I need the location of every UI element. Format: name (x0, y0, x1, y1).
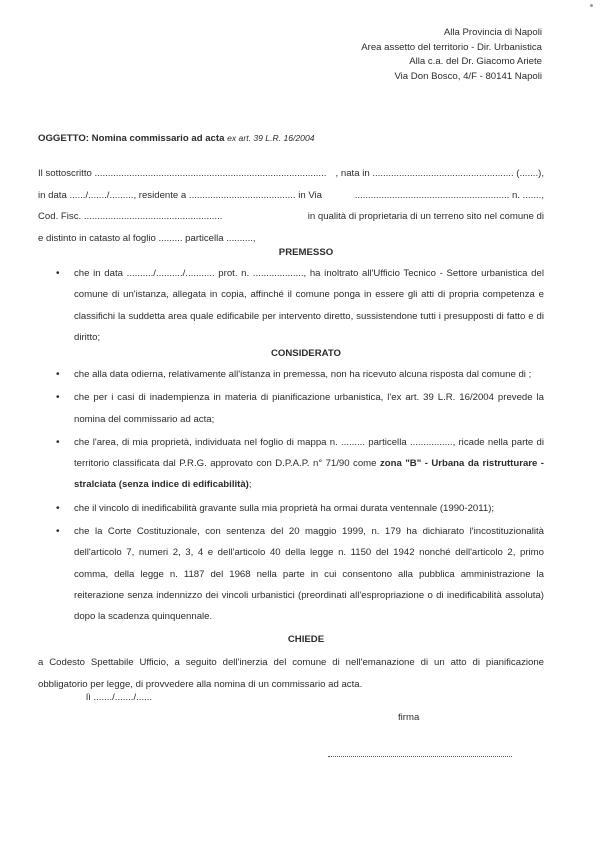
intro-line-2 (38, 185, 544, 207)
intro-line-1 (38, 163, 544, 185)
chiede-heading: CHIEDE (287, 634, 325, 645)
subject-label: OGGETTO: Nomina commissario ad acta (38, 133, 225, 144)
signature-line (328, 756, 512, 757)
item-3-text: che l'area, di mia proprietà, individuata nel foglio di mappa n. ......... particella ................, ricade nella parte di territorio classificata dal P.R.G. approvato con D.P.A.P. n° 71/90 come (74, 436, 544, 470)
item-3-end: ; (248, 479, 252, 491)
item-3-zoning: zona "B" - Urbana da ristrutturare - stralciata (senza indice di edificabilità) (74, 458, 544, 491)
premesso-list (56, 263, 544, 348)
considerato-heading: CONSIDERATO (270, 348, 341, 359)
intro-line-3b: in qualità di proprietaria di un terreno sito nel comune di (307, 211, 544, 223)
address-line-3: Alla c.a. del Dr. Giacomo Ariete (409, 56, 542, 67)
intro-line-3a: Cod. Fisc. .................................................... (38, 211, 223, 223)
premesso-heading: PREMESSO (278, 247, 334, 258)
intro-line-1b: , nata in ..................................................... (.......), (335, 168, 544, 179)
chiede-paragraph: a Codesto Spettabile Ufficio, a seguito dell'inerzia del comune di nell'emanazione di un atto di pianificazione obbligatorio per legge, di provvedere alla nomina di un commissario ad acta. (38, 657, 544, 690)
address-line-2: Area assetto del territorio - Dir. Urbanistica (361, 41, 542, 53)
considerato-list (56, 364, 544, 628)
intro-line-2a: in data ....../......./........., residente a ........................................ in Via (38, 189, 323, 201)
date-line: lì ......./......./...... (86, 692, 153, 703)
intro-line-2b: .......................................................... n. ......., (354, 189, 544, 201)
subject-reference: ex art. 39 L.R. 16/2004 (227, 133, 315, 143)
considerato-item-4: • che il vincolo di inedificabilità gravante sulla mia proprietà ha ormai durata ventennale (1990-2011); (56, 498, 544, 519)
recipient-address (361, 26, 542, 84)
intro-line-3 (38, 206, 544, 228)
premesso-item: • che in data ........../........../........... prot. n. ..................., ha inoltrato all'Ufficio Tecnico - Settore urbanistica del comune di un'istanza, allegata in copia, affinché il comune ponga in essere gli atti di propria competenza e classifichi la suddetta area quale edificabile per intervento diretto, sussistendone tutti i presupposti di fatto e di diritto; (56, 263, 544, 348)
intro-block (38, 163, 544, 249)
signature-label: firma (398, 712, 420, 723)
intro-line-1a: Il sottoscritto ....................................................................................... (38, 168, 327, 179)
considerato-item-2: • che per i casi di inadempienza in materia di pianificazione urbanistica, l'ex art. 39 L.R. 16/2004 prevede la nomina del commissario ad acta; (56, 387, 544, 430)
considerato-item-3 (56, 432, 544, 496)
considerato-item-1: • che alla data odierna, relativamente all'istanza in premessa, non ha ricevuto alcuna risposta dal comune di ; (56, 364, 544, 385)
considerato-item-5: • che la Corte Costituzionale, con sentenza del 20 maggio 1999, n. 179 ha dichiarato l'incostituzionalità dell'articolo 7, numeri 2, 3, 4 e dell'articolo 40 della legge n. 1150 del 1942 nonché dell'articolo 2, primo comma, della legge n. 1187 del 1968 nella parte in cui consentono alla pubblica amministrazione la reiterazione senza indennizzo dei vincoli urbanistici (preordinati all'espropriazione o di inedificabilità assoluta) dopo la scadenza quinquennale. (56, 521, 544, 627)
scan-speck (590, 4, 593, 7)
address-line-4: Via Don Bosco, 4/F - 80141 Napoli (394, 70, 542, 82)
intro-line-4-text: e distinto in catasto al foglio ......... particella .........., (38, 232, 256, 244)
address-line-1: Alla Provincia di Napoli (443, 27, 542, 38)
subject-line (38, 133, 315, 144)
